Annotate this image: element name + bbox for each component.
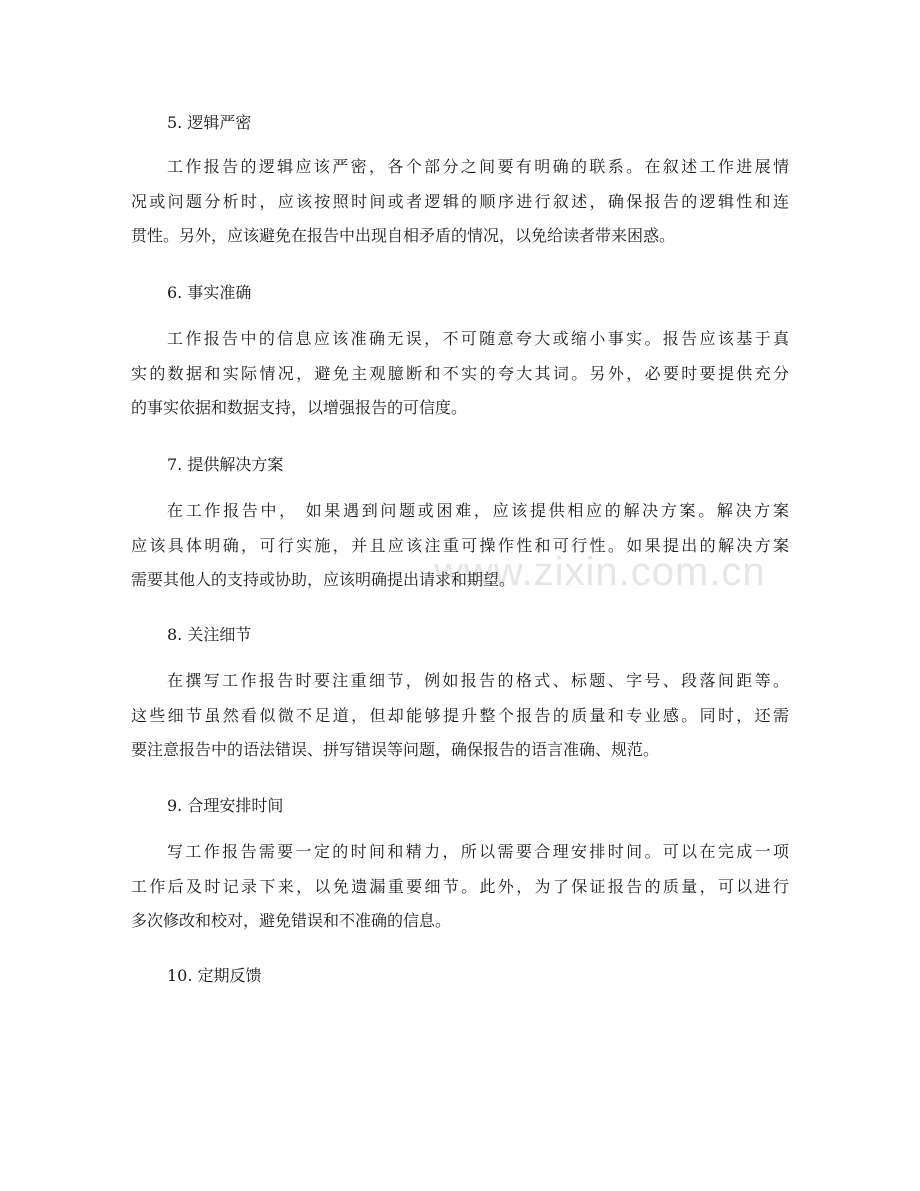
paragraph-line: 况或问题分析时，应该按照时间或者逻辑的顺序进行叙述，确保报告的逻辑性和连: [131, 191, 789, 211]
section-paragraph-9: [131, 835, 789, 939]
paragraph-line: 需要其他人的支持或协助，应该明确提出请求和期望。: [131, 570, 516, 589]
section-paragraph-7: [131, 494, 789, 598]
paragraph-line: 工作报告的逻辑应该严密，各个部分之间要有明确的联系。在叙述工作进展情: [167, 157, 789, 176]
paragraph-line: 贯性。另外，应该避免在报告中出现自相矛盾的情况，以免给读者带来困惑。: [131, 226, 676, 245]
section-heading-7: 7. 提供解决方案: [167, 455, 284, 474]
paragraph-line: 这些细节虽然看似微不足道，但却能够提升整个报告的质量和专业感。同时，还需: [131, 705, 789, 725]
paragraph-line: 实的数据和实际情况，避免主观臆断和不实的夸大其词。另外，必要时要提供充分: [131, 363, 789, 383]
paragraph-line: 在工作报告中， 如果遇到问题或困难，应该提供相应的解决方案。解决方案: [167, 501, 789, 520]
paragraph-line: 写工作报告需要一定的时间和精力，所以需要合理安排时间。可以在完成一项: [167, 842, 789, 861]
watermark: www.zixin.com.cn: [434, 550, 766, 594]
paragraph-line: 在撰写工作报告时要注重细节，例如报告的格式、标题、字号、段落间距等。: [167, 671, 789, 690]
section-paragraph-5: [131, 150, 789, 254]
section-heading-10: 10. 定期反馈: [167, 966, 262, 985]
section-heading-9: 9. 合理安排时间: [167, 796, 284, 815]
paragraph-line: 应该具体明确，可行实施，并且应该注重可操作性和可行性。如果提出的解决方案: [131, 535, 789, 555]
paragraph-line: 的事实依据和数据支持，以增强报告的可信度。: [131, 398, 468, 417]
paragraph-line: 工作报告中的信息应该准确无误，不可随意夸大或缩小事实。报告应该基于真: [167, 329, 789, 348]
section-paragraph-8: [131, 664, 789, 768]
section-heading-8: 8. 关注细节: [167, 625, 252, 644]
section-heading-5: 5. 逻辑严密: [167, 113, 252, 132]
section-paragraph-6: [131, 322, 789, 426]
paragraph-line: 要注意报告中的语法错误、拼写错误等问题，确保报告的语言准确、规范。: [131, 740, 660, 759]
paragraph-line: 工作后及时记录下来，以免遗漏重要细节。此外，为了保证报告的质量，可以进行: [131, 876, 789, 896]
paragraph-line: 多次修改和校对，避免错误和不准确的信息。: [131, 911, 452, 930]
section-heading-6: 6. 事实准确: [167, 283, 252, 302]
